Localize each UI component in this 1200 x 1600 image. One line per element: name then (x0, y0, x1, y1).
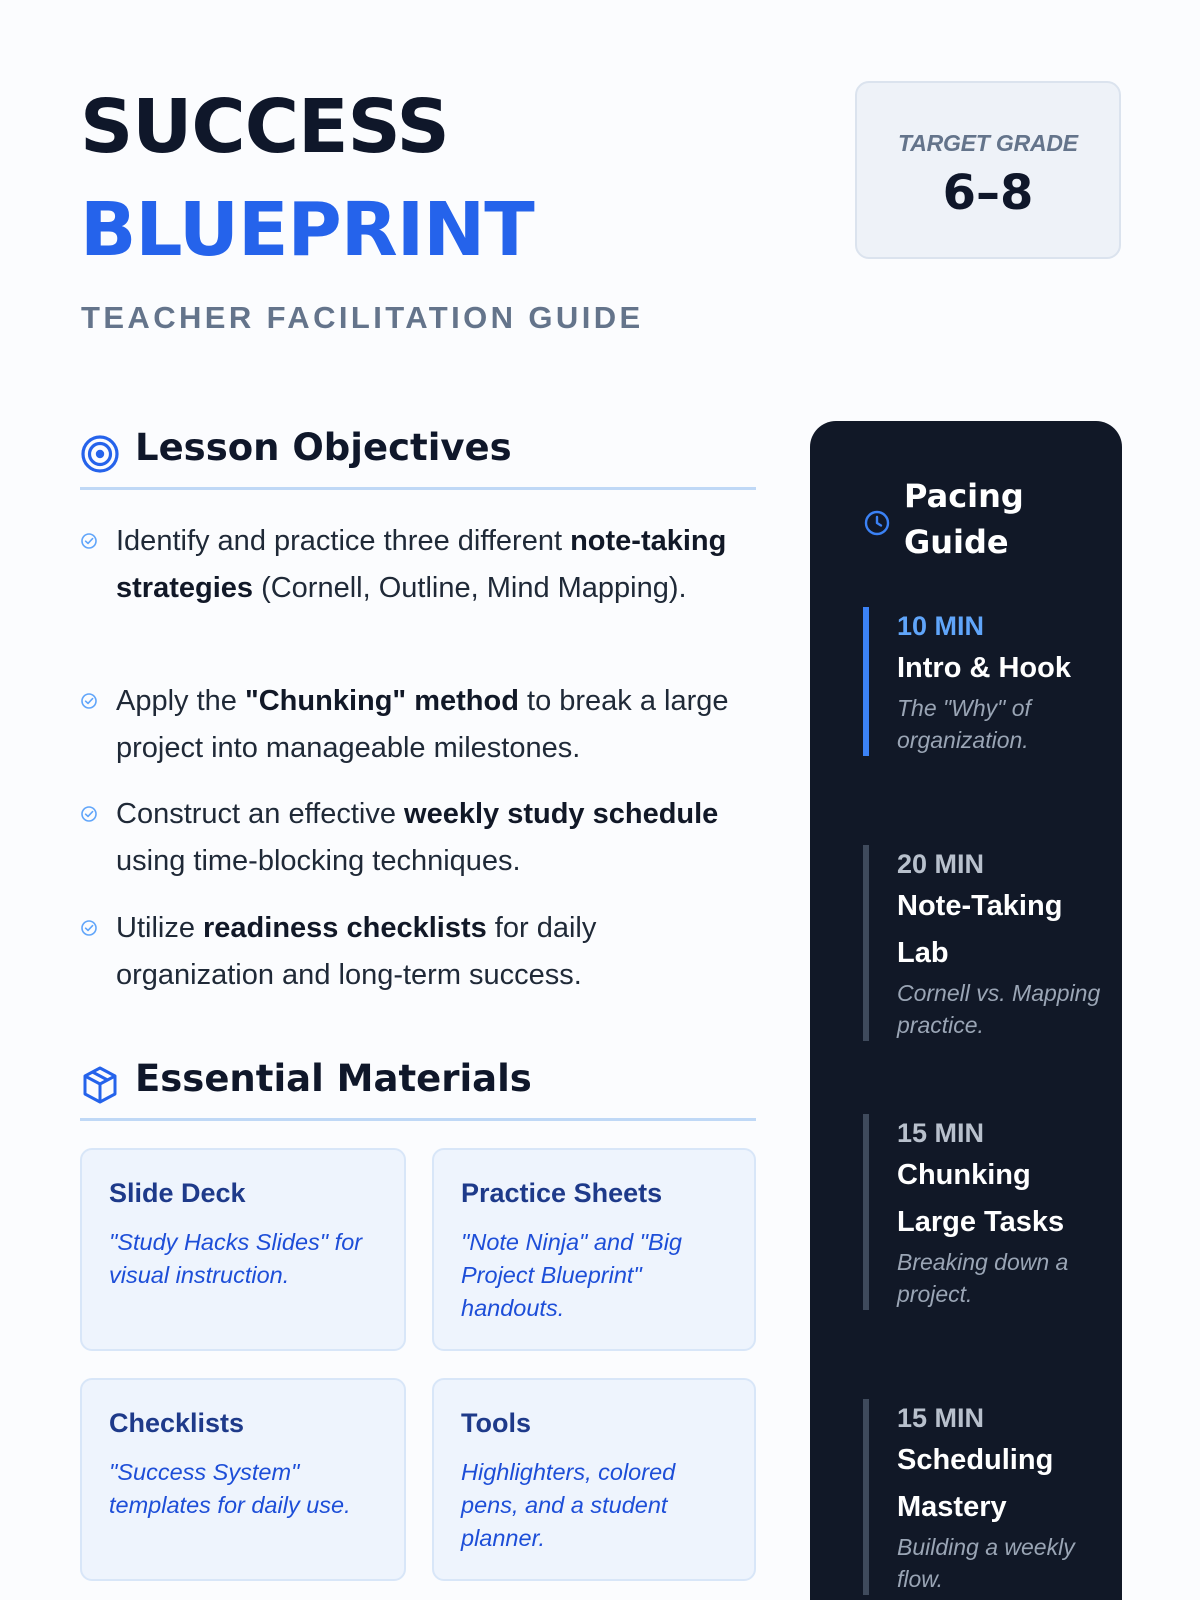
objective-item (80, 791, 750, 885)
objective-text: Apply the "Chunking" method to break a large project into manageable milestones. (116, 685, 729, 764)
lesson-objectives-heading (80, 422, 756, 490)
material-card-description: "Success System" templates for daily use. (109, 1459, 351, 1518)
check-circle-icon (80, 532, 98, 550)
pacing-guide-title: Pacing Guide (904, 477, 1024, 561)
pacing-item (863, 607, 1103, 756)
check-circle-icon (80, 692, 98, 710)
objective-item (80, 905, 750, 999)
objective-text: Construct an effective weekly study schedule using time-blocking techniques. (116, 798, 719, 877)
pacing-item-description: Building a weekly flow. (897, 1534, 1075, 1592)
objective-text: Identify and practice three different note-taking strategies (Cornell, Outline, Mind Mapping). (116, 525, 727, 604)
pacing-item-name: Note-Taking Lab (897, 890, 1063, 969)
pacing-item-description: Breaking down a project. (897, 1249, 1069, 1307)
pacing-item (863, 1114, 1103, 1310)
material-card-description: "Note Ninja" and "Big Project Blueprint" handouts. (461, 1229, 682, 1321)
pacing-item-time: 15 MIN (897, 1118, 985, 1148)
pacing-item-time: 10 MIN (897, 611, 985, 641)
material-card-title: Checklists (109, 1408, 245, 1438)
material-card-title: Tools (461, 1408, 531, 1438)
pacing-item (863, 1399, 1103, 1595)
pacing-item-name: Intro & Hook (897, 652, 1071, 684)
material-card-checklists (80, 1378, 406, 1581)
objective-emphasis: readiness checklists (203, 912, 487, 944)
objective-item (80, 518, 750, 612)
package-icon (80, 1065, 120, 1105)
clock-icon (863, 509, 891, 537)
objective-item (80, 678, 750, 772)
essential-materials-heading (80, 1053, 756, 1121)
material-card-practice-sheets (432, 1148, 756, 1351)
material-card-title: Practice Sheets (461, 1178, 663, 1208)
essential-materials-title: Essential Materials (135, 1057, 532, 1100)
subtitle: TEACHER FACILITATION GUIDE (81, 300, 644, 335)
lesson-objectives-title: Lesson Objectives (135, 426, 512, 469)
pacing-item-name: Scheduling Mastery (897, 1444, 1054, 1523)
objective-emphasis: weekly study schedule (404, 798, 719, 830)
target-grade-value: 6–8 (942, 165, 1034, 221)
target-grade-label: TARGET GRADE (898, 130, 1078, 156)
pacing-item-time: 20 MIN (897, 849, 985, 879)
material-card-tools (432, 1378, 756, 1581)
material-card-description: "Study Hacks Slides" for visual instruction. (109, 1229, 363, 1288)
objective-emphasis: note-taking strategies (116, 525, 727, 604)
material-card-description: Highlighters, colored pens, and a student planner. (461, 1459, 676, 1551)
title-line-1: SUCCESS (80, 84, 449, 170)
target-icon (80, 434, 120, 474)
pacing-item-description: The "Why" of organization. (897, 695, 1031, 753)
check-circle-icon (80, 919, 98, 937)
material-card-slide-deck (80, 1148, 406, 1351)
pacing-item-name: Chunking Large Tasks (897, 1159, 1065, 1238)
check-circle-icon (80, 805, 98, 823)
pacing-guide-panel (810, 421, 1122, 1600)
pacing-item-time: 15 MIN (897, 1403, 985, 1433)
title-line-2: BLUEPRINT (80, 187, 534, 273)
target-grade-badge (855, 81, 1121, 259)
pacing-item (863, 845, 1103, 1041)
objective-emphasis: "Chunking" method (244, 685, 519, 717)
material-card-title: Slide Deck (109, 1178, 246, 1208)
pacing-item-description: Cornell vs. Mapping practice. (897, 980, 1101, 1038)
objective-text: Utilize readiness checklists for daily organization and long-term success. (116, 912, 597, 991)
